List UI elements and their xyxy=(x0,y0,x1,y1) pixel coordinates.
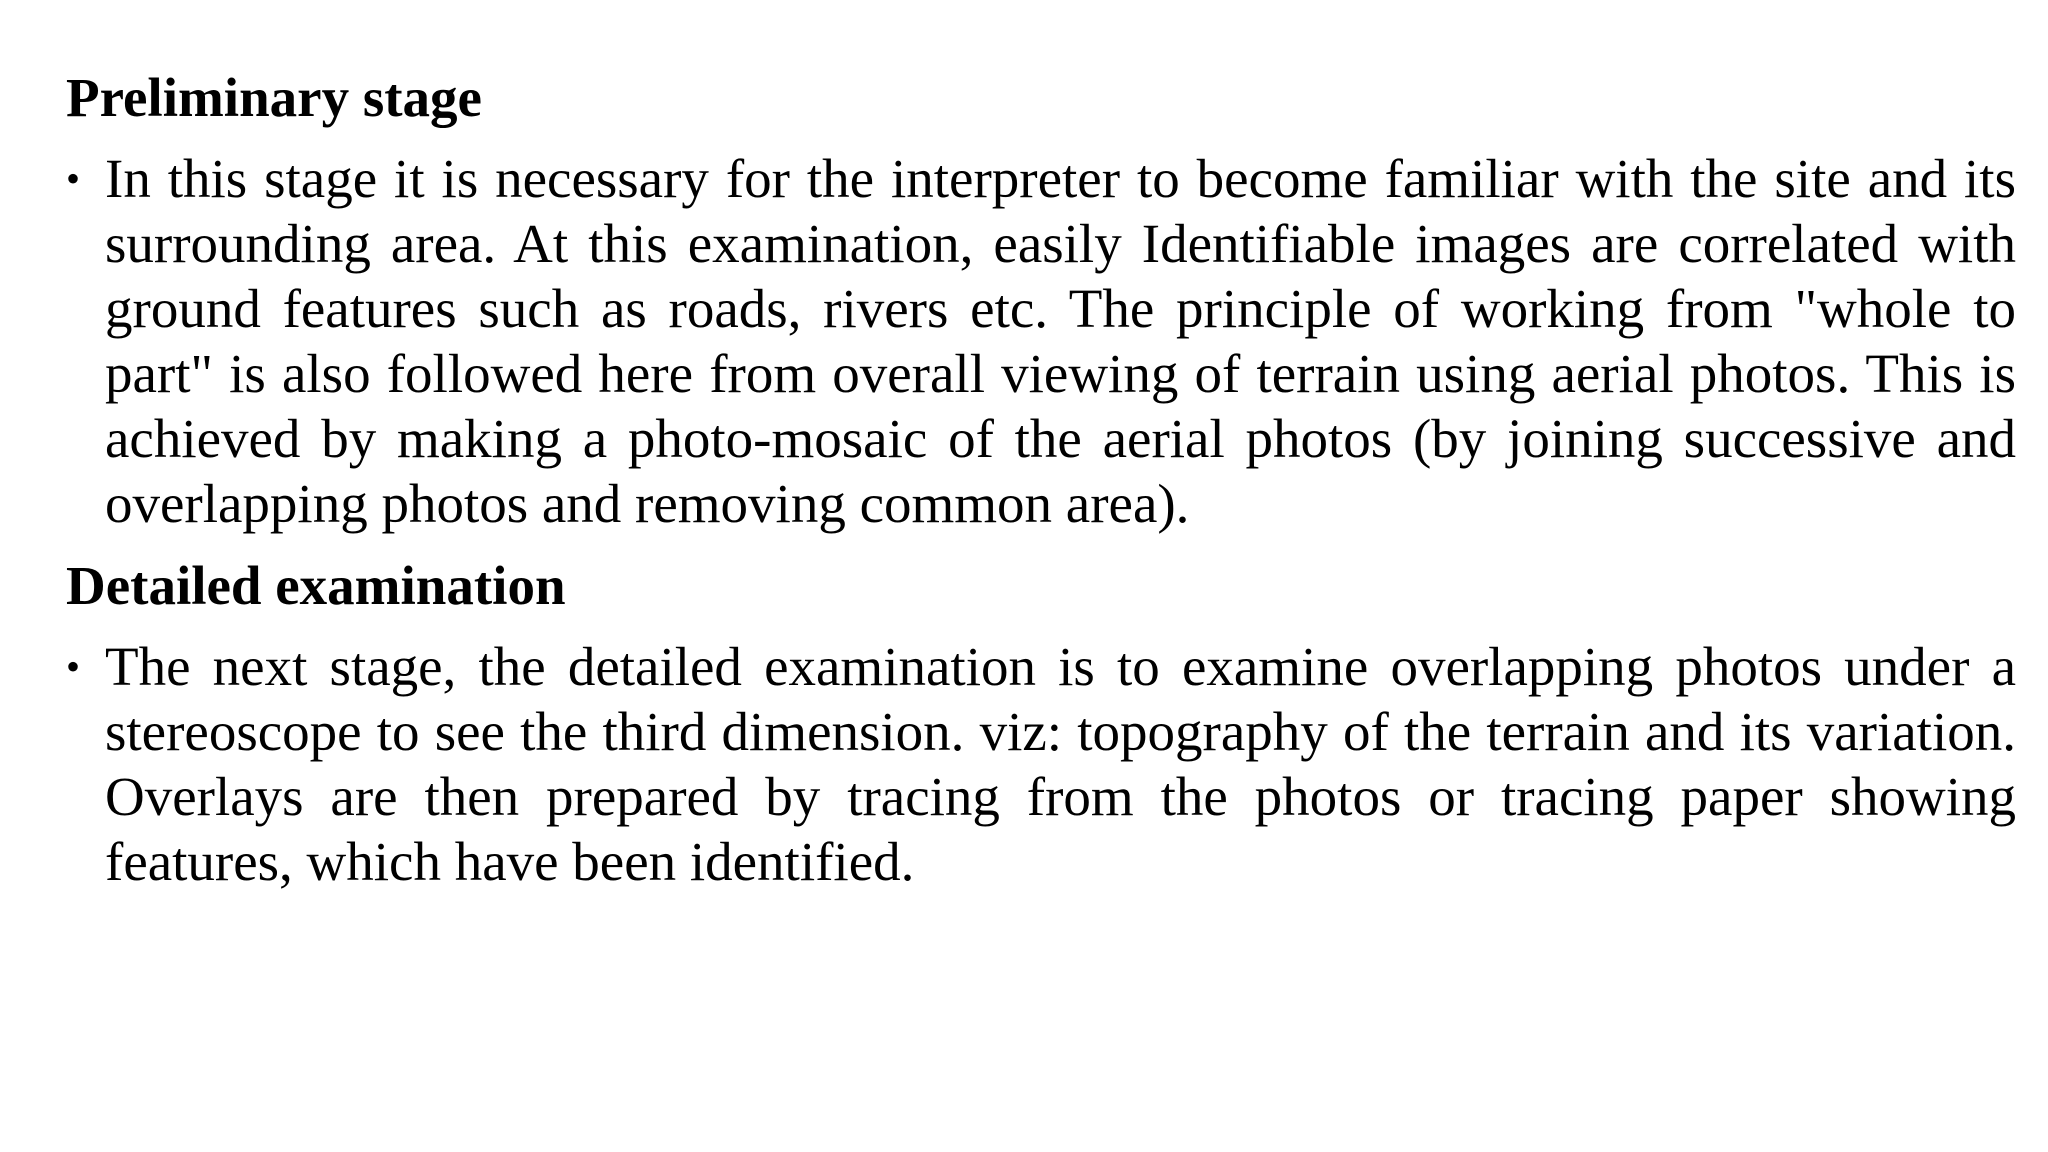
bullet-icon: • xyxy=(66,156,81,201)
bullet-paragraph: The next stage, the detailed examination is to examine overlapping photos under a stereoscope to see the third dimension. viz: topography of the terrain and its variation. Overlays are then prepared by tracing from the photos or tracing paper showing features, which have been identified. xyxy=(105,636,2016,892)
section-preliminary-stage xyxy=(66,64,2016,536)
section-heading: Preliminary stage xyxy=(66,67,482,128)
bullet-icon: • xyxy=(66,644,81,689)
section-heading: Detailed examination xyxy=(66,555,566,616)
section-detailed-examination xyxy=(66,552,2016,894)
bullet-item xyxy=(66,146,2016,536)
bullet-item xyxy=(66,634,2016,894)
bullet-paragraph: In this stage it is necessary for the interpreter to become familiar with the site and its surrounding area. At this examination, easily Identifiable images are correlated with ground features such as roads, rivers etc. The principle of working from "whole to part" is also followed here from overall viewing of terrain using aerial photos. This is achieved by making a photo-mosaic of the aerial photos (by joining successive and overlapping photos and removing common area). xyxy=(105,148,2016,534)
slide-content xyxy=(66,64,2016,904)
